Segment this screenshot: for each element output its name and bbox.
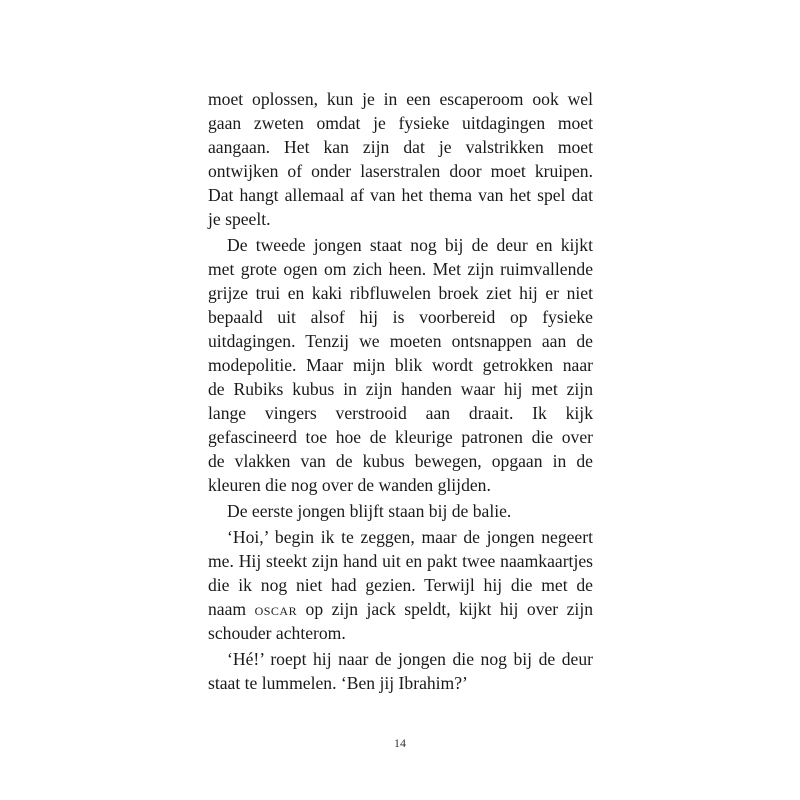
text-line: gefascineerd toe hoe de kleurige patronen die over (208, 427, 593, 447)
text-line: de vlakken van de kubus bewegen, opgaan in de (208, 451, 593, 471)
text-line: grijze trui en kaki ribfluwelen broek ziet hij er niet (208, 283, 593, 303)
text-line: De eerste jongen blijft staan bij de balie. (227, 501, 512, 521)
text-line (208, 597, 593, 621)
text-line: bepaald uit alsof hij is voorbereid op fysieke (208, 307, 593, 327)
text-line: schouder achterom. (208, 623, 346, 643)
text-line: modepolitie. Maar mijn blik wordt getrokken naar (208, 355, 593, 375)
text-line: die ik nog niet had gezien. Terwijl hij die met de (208, 575, 593, 595)
text-line: me. Hij steekt zijn hand uit en pakt twee naamkaartjes (208, 551, 593, 571)
text-line: Dat hangt allemaal af van het thema van het spel dat (208, 185, 593, 205)
text-line: de Rubiks kubus in zijn handen waar hij met zijn (208, 379, 593, 399)
text-line: De tweede jongen staat nog bij de deur en kijkt (227, 235, 593, 255)
text-line: je speelt. (208, 209, 271, 229)
text-line: uitdagingen. Tenzij we moeten ontsnappen aan de (208, 331, 593, 351)
text-line: ‘Hé!’ roept hij naar de jongen die nog bij de deur (227, 649, 593, 669)
text-line: met grote ogen om zich heen. Met zijn ruimvallende (208, 259, 593, 279)
text-line: gaan zweten omdat je fysieke uitdagingen moet (208, 113, 593, 133)
text-line: ontwijken of onder laserstralen door moet kruipen. (208, 161, 593, 181)
text-line: ‘Hoi,’ begin ik te zeggen, maar de jongen negeert (227, 527, 593, 547)
page-number: 14 (394, 736, 406, 750)
text-line: kleuren die nog over de wanden glijden. (208, 475, 491, 495)
text-line: staat te lummelen. ‘Ben jij Ibrahim?’ (208, 673, 468, 693)
text-line: lange vingers verstrooid aan draait. Ik kijk (208, 403, 593, 423)
text-line: aangaan. Het kan zijn dat je valstrikken moet (208, 137, 593, 157)
text-fragment: op zijn jack speldt, kijkt hij over zijn (297, 599, 594, 619)
text-fragment: naam (208, 599, 255, 619)
name-tag-text: oscar (254, 599, 298, 619)
text-line: moet oplossen, kun je in een escaperoom ook wel (208, 89, 593, 109)
